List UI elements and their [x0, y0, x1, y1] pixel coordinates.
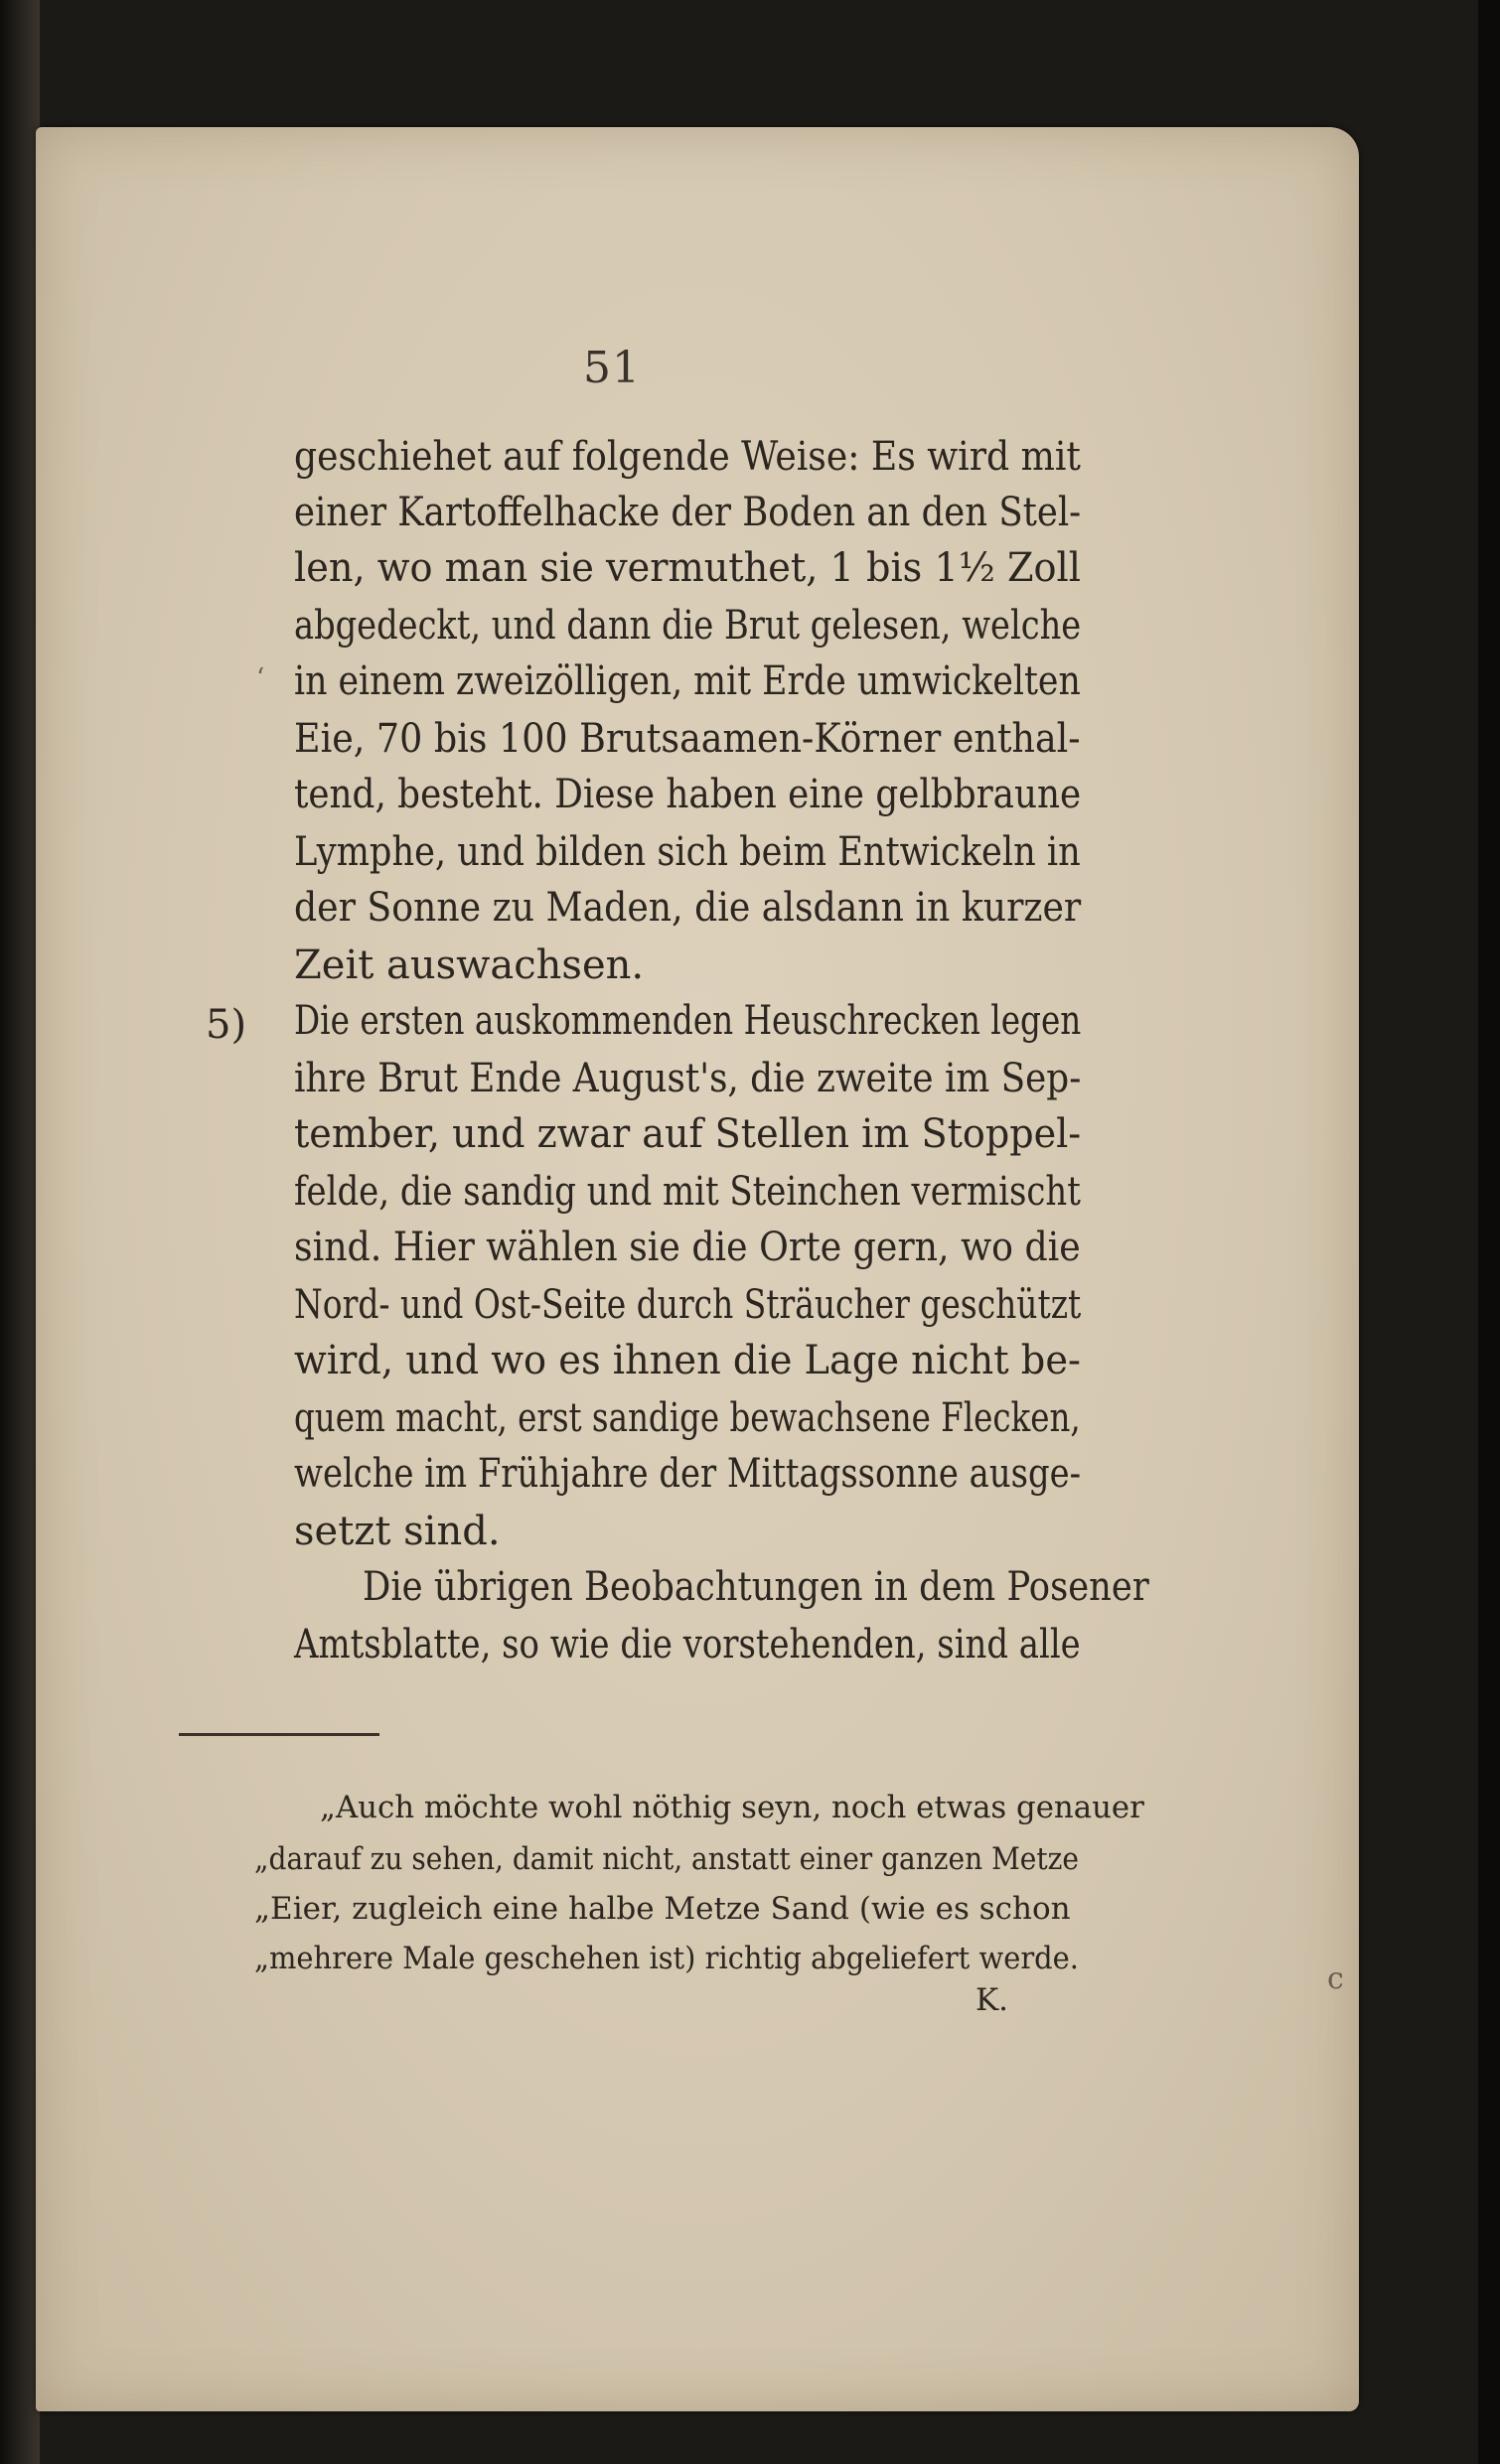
- footnote-line: „mehrere Male geschehen ist) richtig abgeliefert werde.: [254, 1941, 1079, 1976]
- text-line: Lymphe, und bilden sich beim Entwickeln in: [294, 829, 1081, 875]
- text-line: geschiehet auf folgende Weise: Es wird mit: [294, 434, 1081, 480]
- footnote-divider: [179, 1733, 379, 1736]
- text-line: der Sonne zu Maden, die alsdann in kurzer: [294, 885, 1082, 931]
- footnote-signature: K.: [975, 1982, 1009, 2018]
- text-line: setzt sind.: [294, 1509, 501, 1554]
- text-line: sind. Hier wählen sie die Orte gern, wo die: [294, 1225, 1081, 1270]
- text-line: felde, die sandig und mit Steinchen vermischt: [294, 1169, 1081, 1215]
- text-line: ihre Brut Ende August's, die zweite im Sep-: [294, 1056, 1082, 1101]
- text-line: Nord- und Ost-Seite durch Sträucher geschützt: [294, 1282, 1082, 1328]
- text-line: in einem zweizölligen, mit Erde umwickelten: [294, 658, 1081, 704]
- footnote-line: „Auch möchte wohl nöthig seyn, noch etwas genauer: [320, 1790, 1144, 1825]
- text-line: welche im Frühjahre der Mittagssonne ausge-: [294, 1451, 1082, 1497]
- list-marker: 5): [206, 1002, 247, 1048]
- text-line: tend, besteht. Diese haben eine gelbbraune: [294, 772, 1082, 817]
- text-line: Die ersten auskommenden Heuschrecken legen: [294, 998, 1082, 1044]
- text-line: wird, und wo es ihnen die Lage nicht be-: [294, 1338, 1081, 1383]
- footnote-line: „Eier, zugleich eine halbe Metze Sand (wie es schon: [254, 1891, 1071, 1927]
- scan-right-edge: [1478, 0, 1500, 2464]
- text-line: einer Kartoffelhacke der Boden an den Stel-: [294, 490, 1082, 535]
- footnote-line: „darauf zu sehen, damit nicht, anstatt einer ganzen Metze: [254, 1841, 1080, 1877]
- text-line: len, wo man sie vermuthet, 1 bis 1½ Zoll: [294, 545, 1081, 591]
- edge-mark: c: [1327, 1961, 1344, 1996]
- text-line: tember, und zwar auf Stellen im Stoppel-: [294, 1111, 1082, 1157]
- text-line: Eie, 70 bis 100 Brutsaamen-Körner enthal-: [294, 716, 1081, 762]
- text-line: quem macht, erst sandige bewachsene Flecken,: [294, 1395, 1081, 1441]
- text-line: Zeit auswachsen.: [294, 942, 645, 988]
- text-line: Die übrigen Beobachtungen in dem Posener: [363, 1564, 1149, 1610]
- text-line: Amtsblatte, so wie die vorstehenden, sind alle: [294, 1622, 1081, 1667]
- page-number: 51: [583, 343, 641, 393]
- margin-mark: ‘: [256, 663, 265, 693]
- text-line: abgedeckt, und dann die Brut gelesen, welche: [294, 603, 1082, 649]
- scan-left-edge: [0, 0, 40, 2464]
